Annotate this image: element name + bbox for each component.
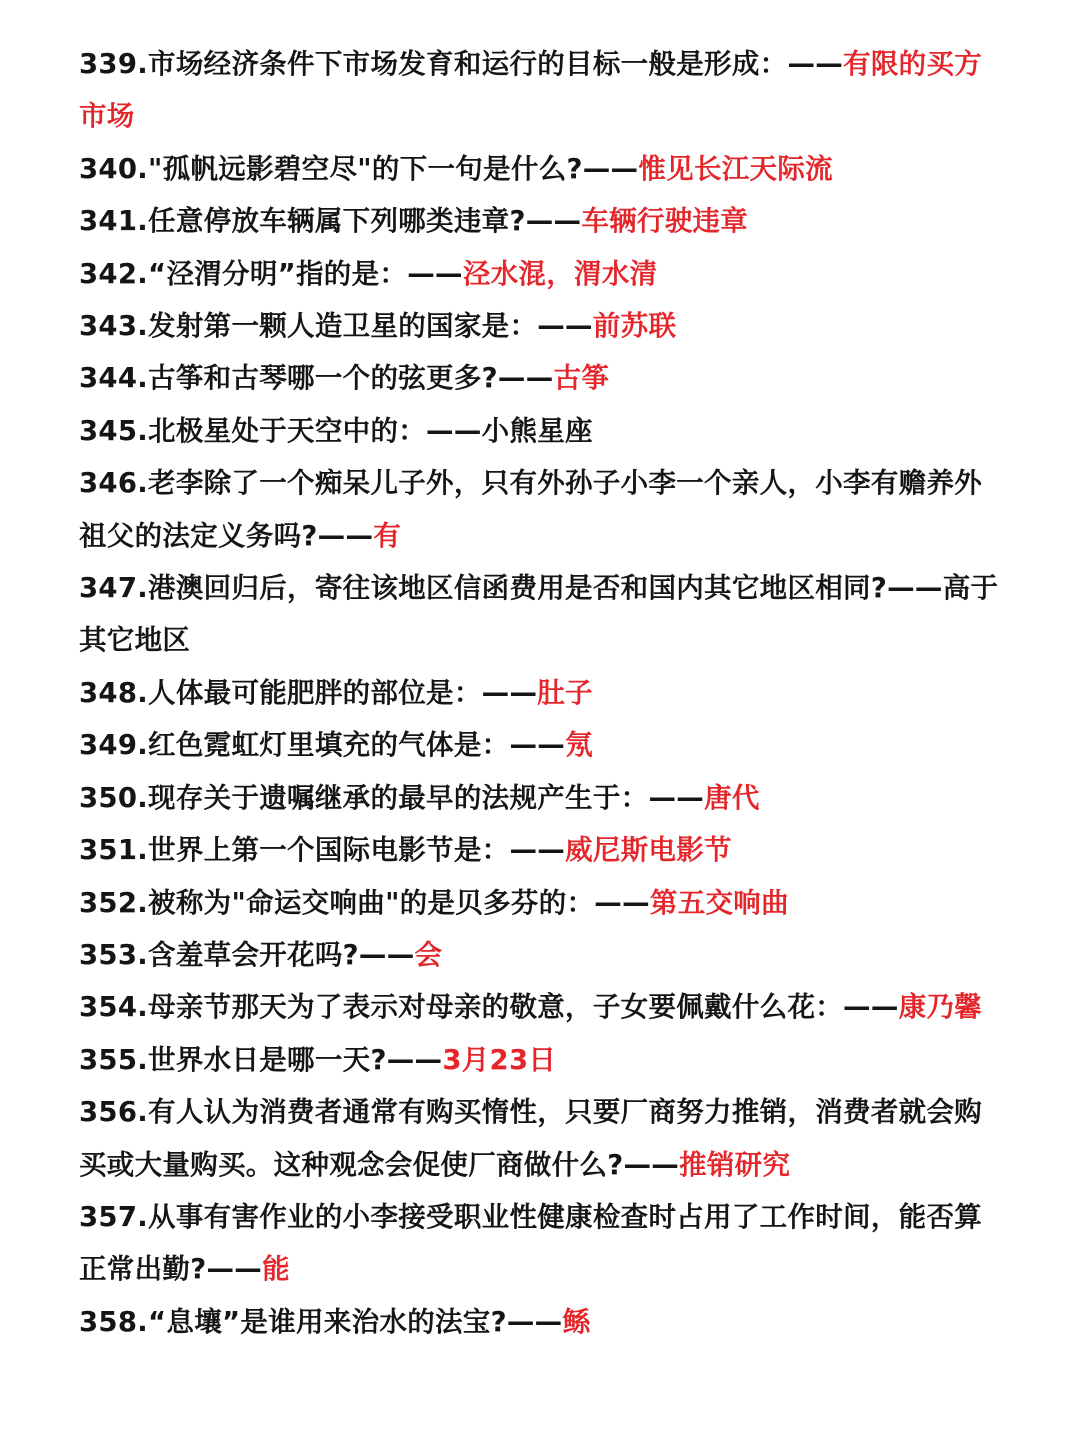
answer-text: 第五交响曲: [649, 886, 789, 919]
answer-text: 惟见长江天际流: [638, 152, 833, 185]
question-text: 345.北极星处于天空中的：——: [79, 414, 482, 447]
qa-item: [79, 929, 1004, 981]
qa-item: [79, 195, 1004, 247]
qa-item: [79, 248, 1004, 300]
question-text: 342.“泾渭分明”指的是：——: [79, 257, 463, 290]
question-text: 354.母亲节那天为了表示对母亲的敬意，子女要佩戴什么花：——: [79, 991, 899, 1024]
question-text: 339.市场经济条件下市场发育和运行的目标一般是形成：——: [79, 48, 844, 80]
qa-item: [79, 1086, 1004, 1191]
answer-text: 唐代: [704, 781, 760, 814]
answer-text: 氖: [565, 729, 593, 762]
qa-item: [79, 38, 1004, 143]
answer-text: 康乃馨: [898, 991, 983, 1024]
answer-text: 有限的买方市场: [79, 48, 983, 133]
qa-item: [79, 981, 1004, 1033]
question-text: 341.任意停放车辆属下列哪类违章?——: [79, 205, 582, 238]
answer-text: 高于其它地区: [79, 572, 999, 657]
answer-text: 威尼斯电影节: [565, 834, 732, 867]
question-text: 350.现存关于遗嘱继承的最早的法规产生于：——: [79, 781, 705, 814]
question-text: 356.有人认为消费者通常有购买惰性，只要厂商努力推销，消费者就会购买或大量购买。这种观念会促使厂商做什么?——: [79, 1096, 983, 1181]
answer-text: 古筝: [553, 362, 610, 395]
question-text: 348.人体最可能肥胖的部位是：——: [79, 676, 538, 709]
answer-text: 鲧: [562, 1305, 591, 1338]
answer-text: 3月23日: [442, 1043, 557, 1076]
answer-text: 会: [414, 938, 443, 971]
qa-item: [79, 143, 1004, 195]
qa-item: [79, 719, 1004, 771]
answer-text: 推销研究: [679, 1148, 791, 1181]
question-text: 357.从事有害作业的小李接受职业性健康检查时占用了工作时间，能否算正常出勤?——: [79, 1200, 983, 1286]
question-text: 343.发射第一颗人造卫星的国家是：——: [79, 310, 593, 343]
question-text: 344.古筝和古琴哪一个的弦更多?——: [79, 362, 554, 395]
qa-item: [79, 1296, 1004, 1348]
qa-item: [79, 824, 1004, 876]
answer-text: 泾水混，渭水清: [462, 257, 658, 290]
answer-text: 前苏联: [592, 310, 677, 343]
qa-item: [79, 562, 1004, 667]
answer-text: 有: [373, 519, 402, 552]
question-text: 353.含羞草会开花吗?——: [79, 938, 415, 971]
answer-text: 肚子: [537, 676, 593, 709]
qa-item: [79, 1191, 1004, 1296]
answer-text: 车辆行驶违章: [581, 205, 749, 238]
answer-text: 小熊星座: [481, 414, 593, 447]
question-text: 358.“息壤”是谁用来治水的法宝?——: [79, 1305, 563, 1338]
question-text: 352.被称为"命运交响曲"的是贝多芬的：——: [79, 886, 650, 919]
qa-list: [79, 38, 1004, 1348]
question-text: 346.老李除了一个痴呆儿子外，只有外孙子小李一个亲人，小李有赡养外祖父的法定义务吗?——: [79, 467, 983, 552]
question-text: 347.港澳回归后，寄往该地区信函费用是否和国内其它地区相同?——: [79, 572, 943, 605]
qa-item: [79, 457, 1004, 562]
question-text: 340."孤帆远影碧空尽"的下一句是什么?——: [79, 152, 639, 185]
question-text: 351.世界上第一个国际电影节是：——: [79, 834, 566, 867]
answer-text: 能: [262, 1253, 290, 1286]
qa-item: [79, 772, 1004, 824]
question-text: 355.世界水日是哪一天?——: [79, 1043, 443, 1076]
qa-item: [79, 667, 1004, 719]
qa-item: [79, 1034, 1004, 1086]
qa-item: [79, 405, 1004, 457]
question-text: 349.红色霓虹灯里填充的气体是：——: [79, 729, 566, 762]
qa-item: [79, 300, 1004, 352]
qa-item: [79, 352, 1004, 404]
qa-item: [79, 877, 1004, 929]
